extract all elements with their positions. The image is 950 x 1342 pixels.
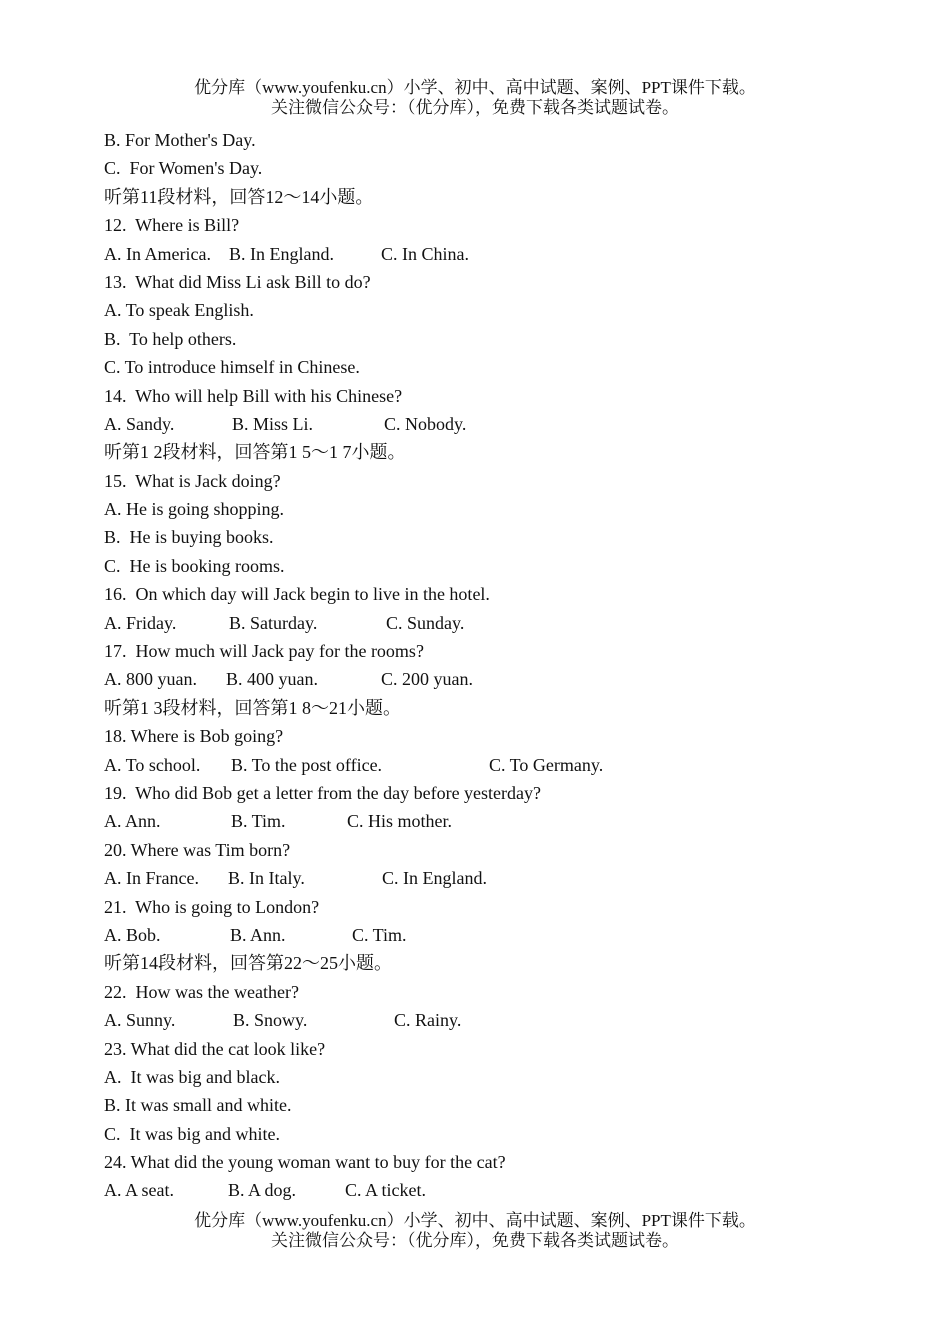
section-instruction: 听第1 3段材料，回答第1 8～21小题。: [104, 697, 401, 718]
answer-options-row: [104, 864, 904, 892]
answer-option: A. Sandy.: [104, 413, 175, 434]
answer-options-row: [104, 1176, 904, 1204]
question-text: 23. What did the cat look like?: [104, 1038, 326, 1059]
answer-option: C. His mother.: [347, 811, 453, 832]
question-text: 20. Where was Tim born?: [104, 839, 291, 860]
answer-options-row: [104, 751, 904, 779]
answer-option: C. For Women's Day.: [104, 158, 263, 179]
answer-option: A. Sunny.: [104, 1010, 176, 1031]
question-text: 18. Where is Bob going?: [104, 726, 284, 747]
question-text: 15. What is Jack doing?: [104, 470, 281, 491]
answer-option: C. Tim.: [352, 924, 407, 945]
answer-option: A. Friday.: [104, 612, 177, 633]
answer-options-row: [104, 1006, 904, 1034]
question-text: 21. Who is going to London?: [104, 896, 320, 917]
answer-option: C. A ticket.: [345, 1180, 426, 1201]
question-text: 16. On which day will Jack begin to live in the hotel.: [104, 584, 490, 605]
answer-option: A. It was big and black.: [104, 1066, 280, 1087]
answer-option: B. Snowy.: [233, 1010, 308, 1031]
question-text: 13. What did Miss Li ask Bill to do?: [104, 271, 371, 292]
answer-options-row: [104, 609, 904, 637]
answer-option: A. A seat.: [104, 1180, 174, 1201]
answer-option: B. In England.: [229, 243, 334, 264]
answer-option: A. He is going shopping.: [104, 499, 284, 520]
page-header-line-2: 关注微信公众号：（优分库），免费下载各类试题试卷。: [271, 98, 679, 117]
answer-option: C. To Germany.: [489, 754, 604, 775]
answer-option: B. Tim.: [231, 811, 286, 832]
question-text: 24. What did the young woman want to buy for the cat?: [104, 1152, 506, 1173]
answer-options-row: [104, 240, 904, 268]
answer-option: C. Rainy.: [394, 1010, 462, 1031]
answer-option: C. It was big and white.: [104, 1123, 280, 1144]
answer-options-row: [104, 921, 904, 949]
answer-option: A. In France.: [104, 868, 199, 889]
answer-option: B. In Italy.: [228, 868, 305, 889]
answer-option: B. A dog.: [228, 1180, 297, 1201]
answer-option: A. In America.: [104, 243, 211, 264]
section-instruction: 听第1 2段材料，回答第1 5～1 7小题。: [104, 442, 406, 463]
answer-option: C. Nobody.: [384, 413, 467, 434]
question-text: 12. Where is Bill?: [104, 215, 240, 236]
answer-options-row: [104, 807, 904, 835]
question-text: 14. Who will help Bill with his Chinese?: [104, 385, 403, 406]
answer-option: B. It was small and white.: [104, 1095, 292, 1116]
answer-option: B. Ann.: [230, 924, 286, 945]
answer-option: C. Sunday.: [386, 612, 465, 633]
answer-option: A. Bob.: [104, 924, 161, 945]
answer-option: A. To school.: [104, 754, 201, 775]
section-instruction: 听第14段材料，回答第22～25小题。: [104, 953, 392, 974]
answer-option: C. He is booking rooms.: [104, 555, 285, 576]
answer-option: B. He is buying books.: [104, 527, 274, 548]
answer-option: A. To speak English.: [104, 300, 254, 321]
answer-option: C. In China.: [381, 243, 469, 264]
question-text: 22. How was the weather?: [104, 981, 299, 1002]
page-header-line-1: 优分库（www.youfenku.cn）小学、初中、高中试题、案例、PPT课件下载。: [194, 78, 756, 97]
answer-option: B. To help others.: [104, 328, 237, 349]
answer-option: C. 200 yuan.: [381, 669, 473, 690]
answer-option: C. In England.: [382, 868, 487, 889]
answer-option: C. To introduce himself in Chinese.: [104, 357, 360, 378]
question-text: 17. How much will Jack pay for the rooms?: [104, 641, 424, 662]
question-list: [104, 126, 904, 1205]
answer-option: B. For Mother's Day.: [104, 130, 256, 150]
question-text: 19. Who did Bob get a letter from the day before yesterday?: [104, 782, 542, 803]
answer-option: B. 400 yuan.: [226, 669, 318, 690]
answer-option: B. Miss Li.: [232, 413, 314, 434]
page-footer-line-2: 关注微信公众号：（优分库），免费下载各类试题试卷。: [271, 1231, 679, 1250]
answer-option: B. Saturday.: [229, 612, 318, 633]
answer-options-row: [104, 665, 904, 693]
answer-options-row: [104, 410, 904, 438]
answer-option: B. To the post office.: [231, 754, 383, 775]
answer-option: A. Ann.: [104, 811, 161, 832]
section-instruction: 听第11段材料，回答12～14小题。: [104, 186, 374, 207]
answer-option: A. 800 yuan.: [104, 669, 197, 690]
page-footer-line-1: 优分库（www.youfenku.cn）小学、初中、高中试题、案例、PPT课件下载。: [194, 1211, 756, 1230]
